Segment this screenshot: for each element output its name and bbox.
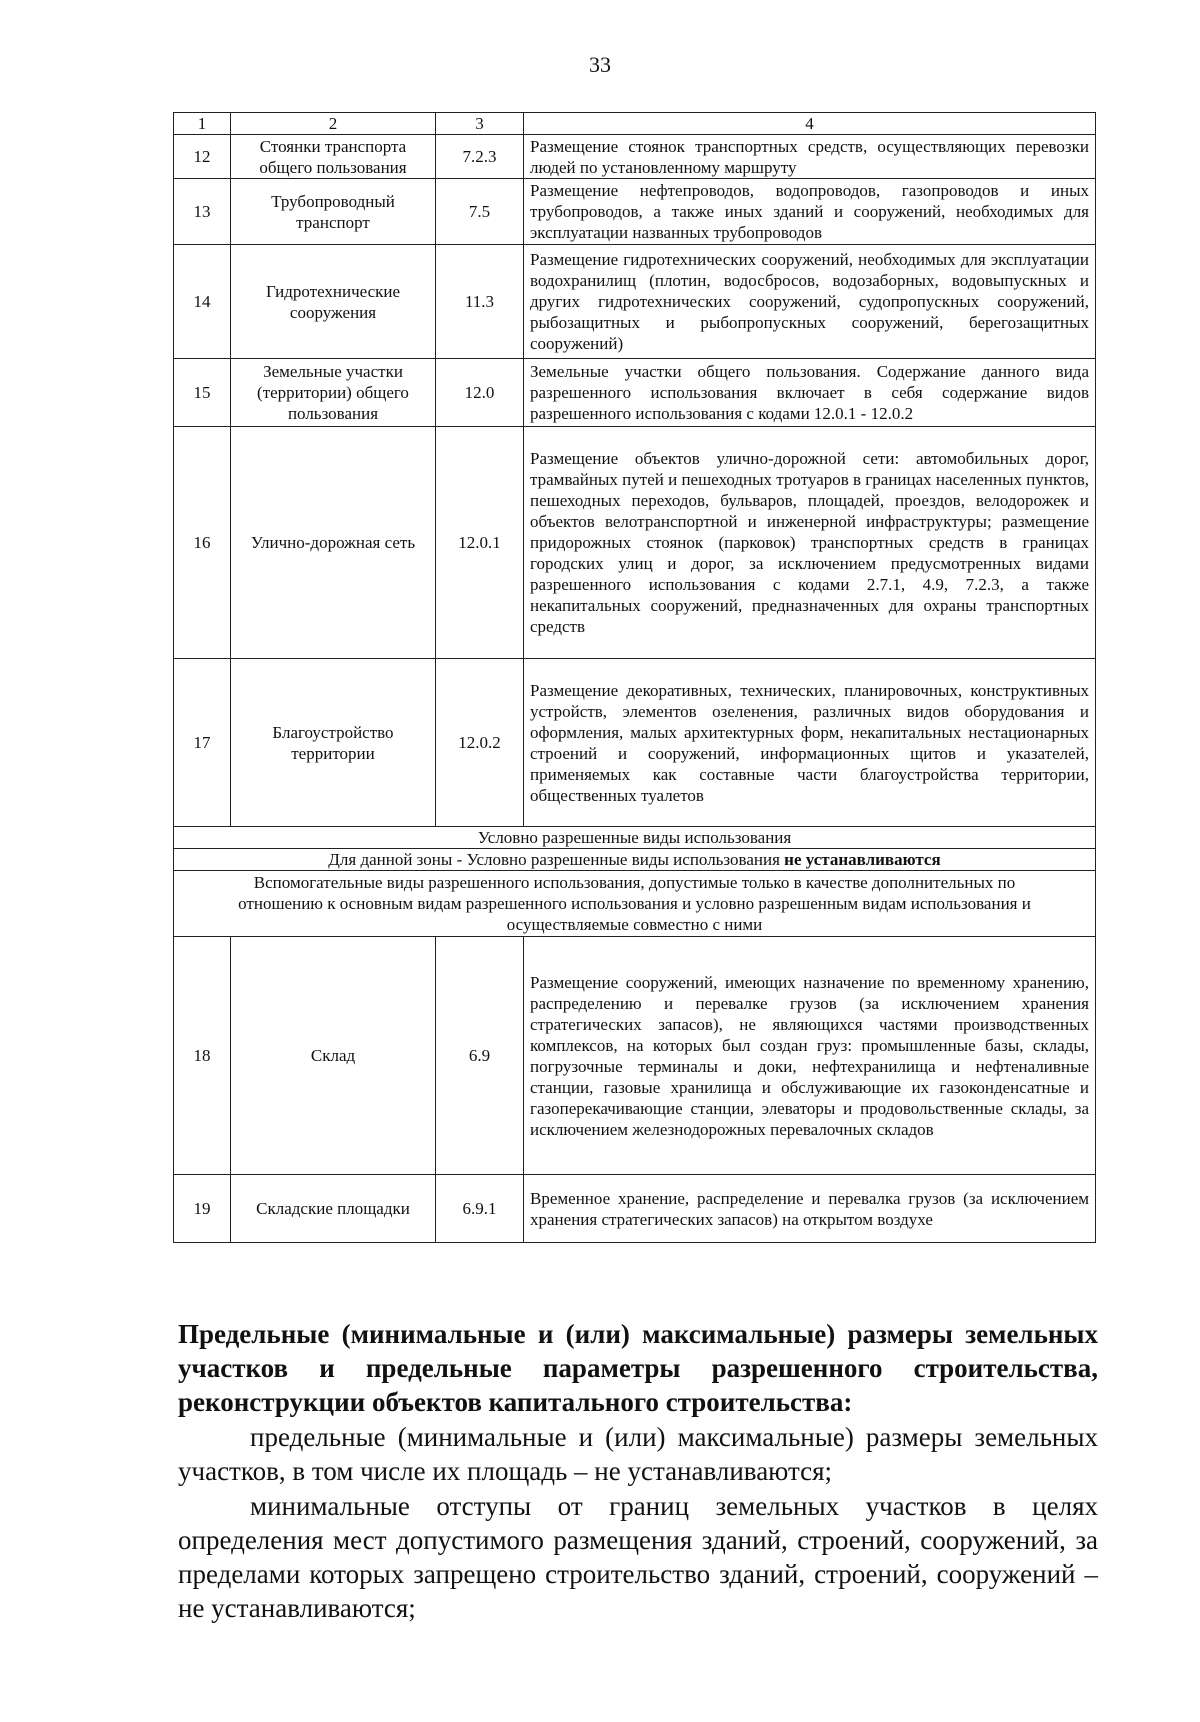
row-number: 12 [174,135,231,179]
use-name: Благоустройство территории [231,659,436,827]
use-description: Размещение гидротехнических сооружений, необходимых для эксплуатации водохранилищ (плотин, водосбросов, водозаборных, водовыпускных и других гидротехнических сооружений, судопропускных сооружений, рыбозащитных и рыбопропускных сооружений, берегозащитных сооружений) [524,245,1096,359]
use-code: 12.0.2 [436,659,524,827]
use-description: Временное хранение, распределение и перевалка грузов (за исключением хранения стратегических запасов) на открытом воздухе [524,1175,1096,1243]
table-row [174,245,1096,359]
header-cell: 2 [231,113,436,135]
conditional-heading-row [174,827,1096,849]
row-number: 15 [174,359,231,427]
conditional-uses-heading: Условно разрешенные виды использования [174,827,1096,849]
use-code: 6.9 [436,937,524,1175]
use-name: Гидротехнические сооружения [231,245,436,359]
conditional-note-bold: не устанавливаются [784,850,941,869]
table-row [174,937,1096,1175]
use-code: 12.0.1 [436,427,524,659]
conditional-note-text: Для данной зоны - Условно разрешенные виды использования [328,850,785,869]
use-name: Улично-дорожная сеть [231,427,436,659]
auxiliary-heading-row [174,871,1096,937]
use-description: Размещение объектов улично-дорожной сети: автомобильных дорог, трамвайных путей и пешеходных тротуаров в границах населенных пунктов, пешеходных переходов, бульваров, площадей, проездов, велодорожек и объектов велотранспортной и инженерной инфраструктуры; размещение придорожных стоянок (парковок) транспортных средств в границах городских улиц и дорог, за исключением предусмотренных видами разрешенного использования с кодами 2.7.1, 4.9, 7.2.3, а также некапитальных сооружений, предназначенных для охраны транспортных средств [524,427,1096,659]
row-number: 18 [174,937,231,1175]
row-number: 19 [174,1175,231,1243]
use-description: Размещение нефтепроводов, водопроводов, газопроводов и иных трубопроводов, а также иных зданий и сооружений, необходимых для эксплуатации названных трубопроводов [524,179,1096,245]
row-number: 16 [174,427,231,659]
auxiliary-uses-heading: Вспомогательные виды разрешенного использования, допустимые только в качестве дополнительных по отношению к основным видам разрешенного использования и условно разрешенным видам использования и осуществляемые совместно с ними [174,871,1096,937]
use-code: 12.0 [436,359,524,427]
header-cell: 4 [524,113,1096,135]
table-row [174,179,1096,245]
table-row [174,1175,1096,1243]
paragraph: минимальные отступы от границ земельных участков в целях определения мест допустимого размещения зданий, строений, сооружений, за пределами которых запрещено строительство зданий, строений, сооружений – не устанавливаются; [178,1491,1098,1623]
use-name: Земельные участки (территории) общего пользования [231,359,436,427]
row-number: 17 [174,659,231,827]
row-number: 14 [174,245,231,359]
use-name: Стоянки транспорта общего пользования [231,135,436,179]
section-heading: Предельные (минимальные и (или) максимальные) размеры земельных участков и предельные параметры разрешенного строительства, реконструкции объектов капитального строительства: [178,1319,1098,1417]
page-number: 33 [589,52,611,77]
use-name: Трубопроводный транспорт [231,179,436,245]
header-cell: 1 [174,113,231,135]
row-number: 13 [174,179,231,245]
conditional-uses-note [174,849,1096,871]
use-description: Земельные участки общего пользования. Содержание данного вида разрешенного использования включает в себя содержание видов разрешенного использования с кодами 12.0.1 - 12.0.2 [524,359,1096,427]
use-code: 6.9.1 [436,1175,524,1243]
use-name: Склад [231,937,436,1175]
use-code: 7.5 [436,179,524,245]
use-description: Размещение стоянок транспортных средств, осуществляющих перевозки людей по установленному маршруту [524,135,1096,179]
use-description: Размещение декоративных, технических, планировочных, конструктивных устройств, элементов озеленения, различных видов оборудования и оформления, малых архитектурных форм, некапитальных нестационарных строений и сооружений, информационных щитов и указателей, применяемых как составные части благоустройства территории, общественных туалетов [524,659,1096,827]
header-cell: 3 [436,113,524,135]
table-row [174,359,1096,427]
table-row [174,427,1096,659]
land-use-table [173,112,1096,1243]
table-header-row [174,113,1096,135]
use-code: 11.3 [436,245,524,359]
table-row [174,659,1096,827]
use-description: Размещение сооружений, имеющих назначение по временному хранению, распределению и перевалке грузов (за исключением хранения стратегических запасов), не являющихся частями производственных комплексов, на которых был создан груз: промышленные базы, склады, погрузочные терминалы и доки, нефтехранилища и нефтеналивные станции, газовые хранилища и обслуживающие их газоконденсатные и газоперекачивающие станции, элеваторы и продовольственные склады, за исключением железнодорожных перевалочных складов [524,937,1096,1175]
use-code: 7.2.3 [436,135,524,179]
table-row [174,135,1096,179]
paragraph: предельные (минимальные и (или) максимальные) размеры земельных участков, в том числе их площадь – не устанавливаются; [178,1422,1098,1486]
use-name: Складские площадки [231,1175,436,1243]
conditional-note-row [174,849,1096,871]
